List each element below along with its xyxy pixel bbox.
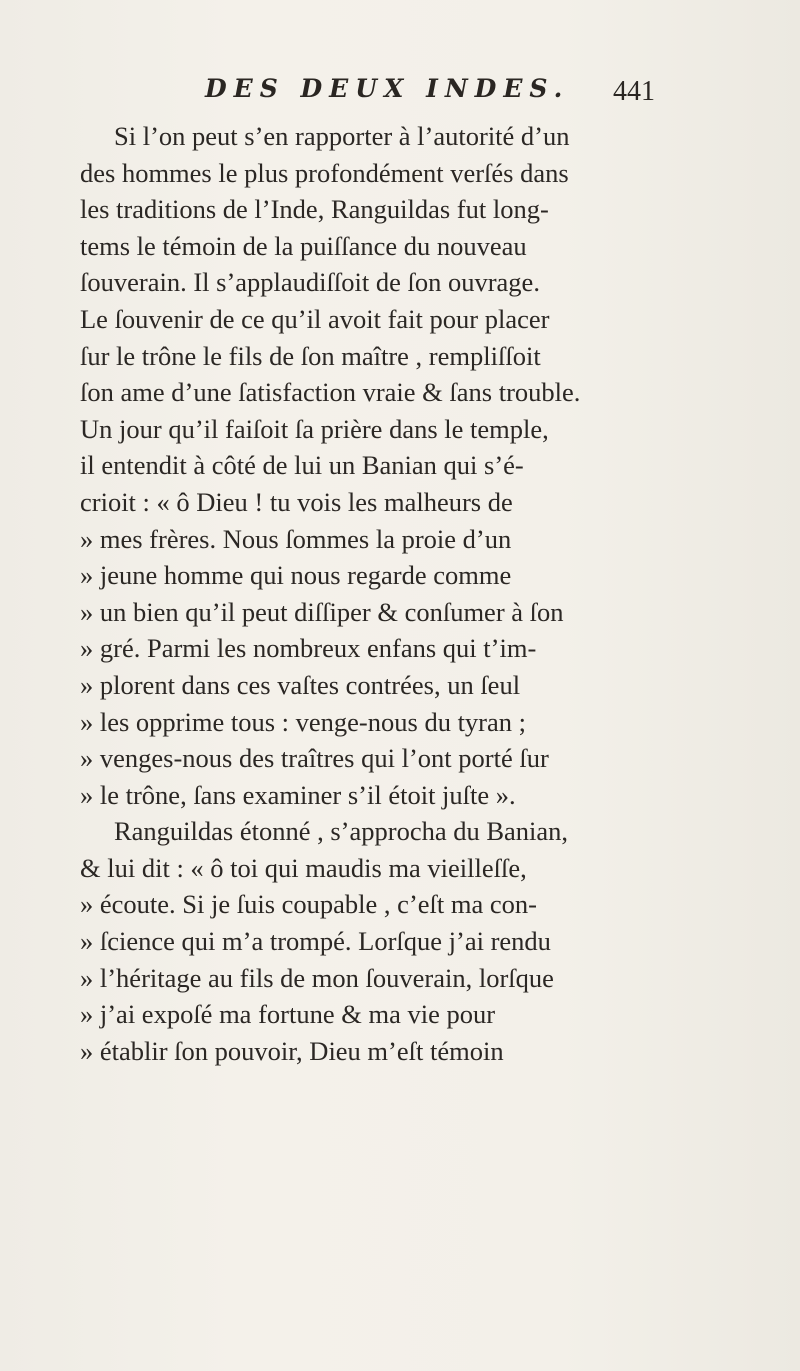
text-line: » j’ai expoſé ma fortune & ma vie pour [80, 999, 496, 1030]
text-line: & lui dit : « ô toi qui maudis ma vieilleſſe, [80, 852, 527, 883]
text-line: » un bien qu’il peut diſſiper & conſumer à ſon [80, 596, 564, 627]
text-line: Le ſouvenir de ce qu’il avoit fait pour placer [80, 303, 550, 334]
text-line: ſur le trône le fils de ſon maître , rempliſſoit [80, 340, 541, 371]
text-line: » plorent dans ces vaſtes contrées, un ſeul [80, 669, 521, 700]
text-line: il entendit à côté de lui un Banian qui s’é- [80, 450, 524, 481]
text-line: » le trône, ſans examiner s’il étoit juſte ». [80, 779, 516, 810]
text-line: Un jour qu’il faiſoit ſa prière dans le temple, [80, 413, 549, 444]
text-line: » écoute. Si je ſuis coupable , c’eſt ma con- [80, 889, 537, 920]
text-line: Ranguildas étonné , s’approcha du Banian, [114, 816, 569, 847]
text-line: les traditions de l’Inde, Ranguildas fut long- [80, 194, 549, 225]
text-line: » gré. Parmi les nombreux enfans qui t’im- [80, 633, 537, 664]
text-line: » l’héritage au fils de mon ſouverain, lorſque [80, 962, 554, 993]
page-header [0, 74, 800, 114]
text-line: tems le témoin de la puiſſance du nouveau [80, 230, 527, 261]
text-line: » venges-nous des traîtres qui l’ont porté ſur [80, 743, 549, 774]
text-line: » ſcience qui m’a trompé. Lorſque j’ai rendu [80, 926, 551, 957]
text-line: » les opprime tous : venge-nous du tyran ; [80, 706, 527, 737]
text-line: des hommes le plus profondément verſés dans [80, 157, 569, 188]
body-text [80, 118, 740, 1069]
text-line: » établir ſon pouvoir, Dieu m’eſt témoin [80, 1035, 504, 1066]
running-head: DES DEUX INDES. [205, 74, 570, 103]
text-line: » jeune homme qui nous regarde comme [80, 560, 512, 591]
page-number: 441 [613, 76, 655, 107]
text-line: ſon ame d’une ſatisfaction vraie & ſans trouble. [80, 377, 581, 408]
text-line: crioit : « ô Dieu ! tu vois les malheurs de [80, 486, 513, 517]
text-line: Si l’on peut s’en rapporter à l’autorité d’un [114, 121, 570, 151]
text-line: » mes frères. Nous ſommes la proie d’un [80, 523, 512, 554]
text-line: ſouverain. Il s’applaudiſſoit de ſon ouvrage. [80, 267, 540, 298]
